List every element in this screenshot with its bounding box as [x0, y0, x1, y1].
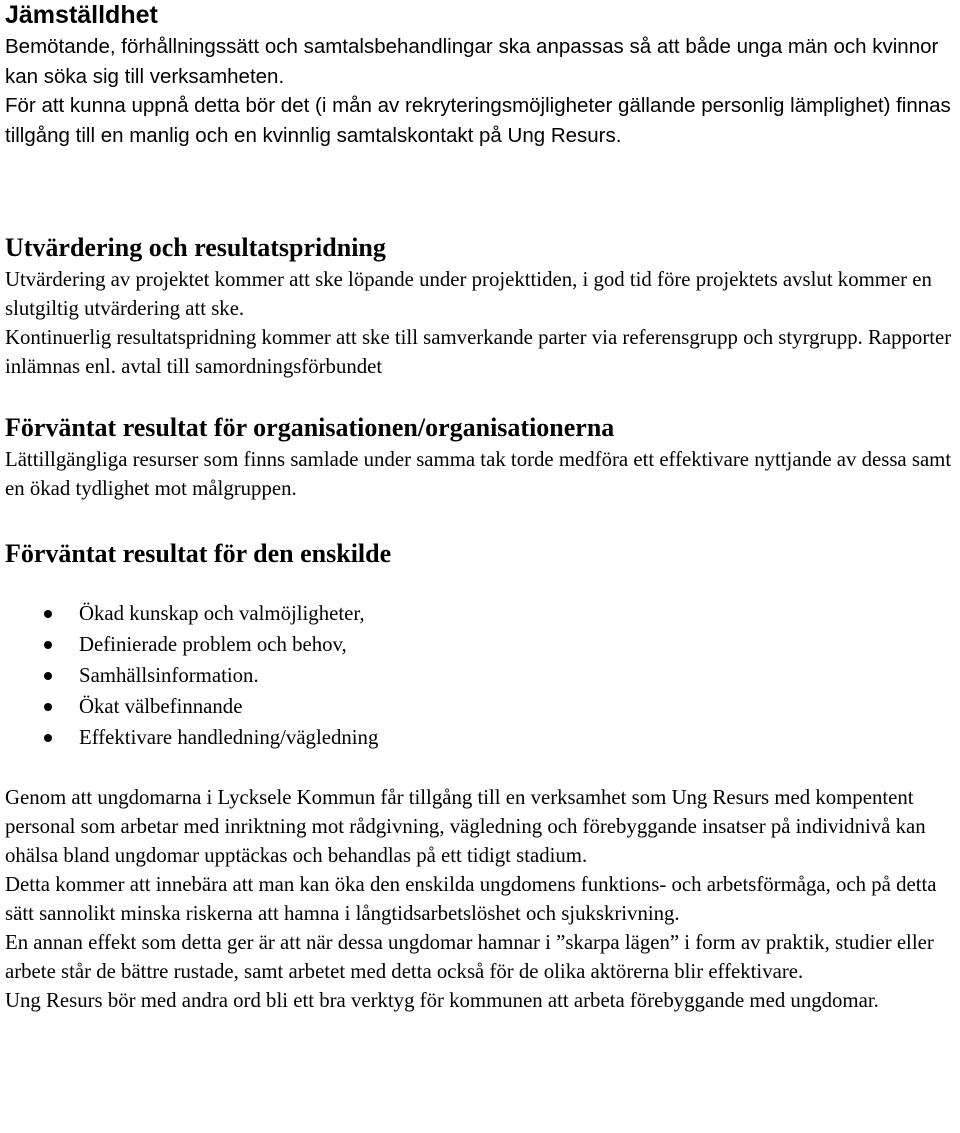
bullet-icon: [44, 734, 52, 742]
section-heading: Jämställdhet: [5, 1, 158, 29]
paragraph: För att kunna uppnå detta bör det (i mån av rekryteringsmöjligheter gällande personlig lämplighet) finnas tillgång till en manlig och en kvinnlig samtalskontakt på Ung Resurs.: [5, 94, 951, 147]
bullet-icon: [44, 703, 52, 711]
list-item: [5, 660, 957, 691]
paragraph: Detta kommer att innebära att man kan öka den enskilda ungdomens funktions- och arbetsförmåga, och på detta sätt sannolikt minska riskerna att hamna i långtidsarbetslöshet och sjukskrivning.: [5, 873, 937, 925]
bullet-icon: [44, 672, 52, 680]
list-item: [5, 722, 957, 753]
list-item-text: Definierade problem och behov,: [79, 633, 347, 656]
section-utvardering: [5, 233, 957, 381]
bullet-icon: [44, 610, 52, 618]
section-resultat-enskilde: [5, 539, 957, 753]
paragraph: Ung Resurs bör med andra ord bli ett bra verktyg för kommunen att arbeta förebyggande med ungdomar.: [5, 989, 879, 1012]
paragraph: En annan effekt som detta ger är att när dessa ungdomar hamnar i ”skarpa lägen” i form av praktik, studier eller arbete står de bättre rustade, samt arbetet med detta också för de olika aktörerna blir effektivare.: [5, 931, 934, 983]
bullet-icon: [44, 641, 52, 649]
bullet-list: [5, 598, 957, 753]
list-item: [5, 691, 957, 722]
paragraph: Bemötande, förhållningssätt och samtalsbehandlingar ska anpassas så att både unga män och kvinnor kan söka sig till verksamheten.: [5, 35, 939, 88]
section-heading: Utvärdering och resultatspridning: [5, 233, 386, 262]
section-effekter: [5, 783, 957, 1015]
section-jamstalldhet: [5, 0, 957, 150]
section-heading: Förväntat resultat för den enskilde: [5, 539, 392, 568]
list-item-text: Ökat välbefinnande: [79, 695, 243, 718]
section-resultat-organisation: [5, 413, 957, 503]
section-heading: Förväntat resultat för organisationen/organisationerna: [5, 413, 615, 442]
list-item: [5, 629, 957, 660]
paragraph: Utvärdering av projektet kommer att ske löpande under projekttiden, i god tid före projektets avslut kommer en slutgiltig utvärdering att ske.: [5, 268, 932, 320]
paragraph: Lättillgängliga resurser som finns samlade under samma tak torde medföra ett effektivare nyttjande av dessa samt en ökad tydlighet mot målgruppen.: [5, 448, 952, 500]
list-item-text: Ökad kunskap och valmöjligheter,: [79, 602, 365, 625]
paragraph: Kontinuerlig resultatspridning kommer att ske till samverkande parter via referensgrupp och styrgrupp. Rapporter inlämnas enl. avtal till samordningsförbundet: [5, 326, 952, 378]
list-item: [5, 598, 957, 629]
list-item-text: Effektivare handledning/vägledning: [79, 726, 379, 749]
list-item-text: Samhällsinformation.: [79, 664, 259, 687]
paragraph: Genom att ungdomarna i Lycksele Kommun får tillgång till en verksamhet som Ung Resurs med kompentent personal som arbetar med inriktning mot rådgivning, vägledning och förebyggande insatser på individnivå kan ohälsa bland ungdomar upptäckas och behandlas på ett tidigt stadium.: [5, 786, 926, 867]
